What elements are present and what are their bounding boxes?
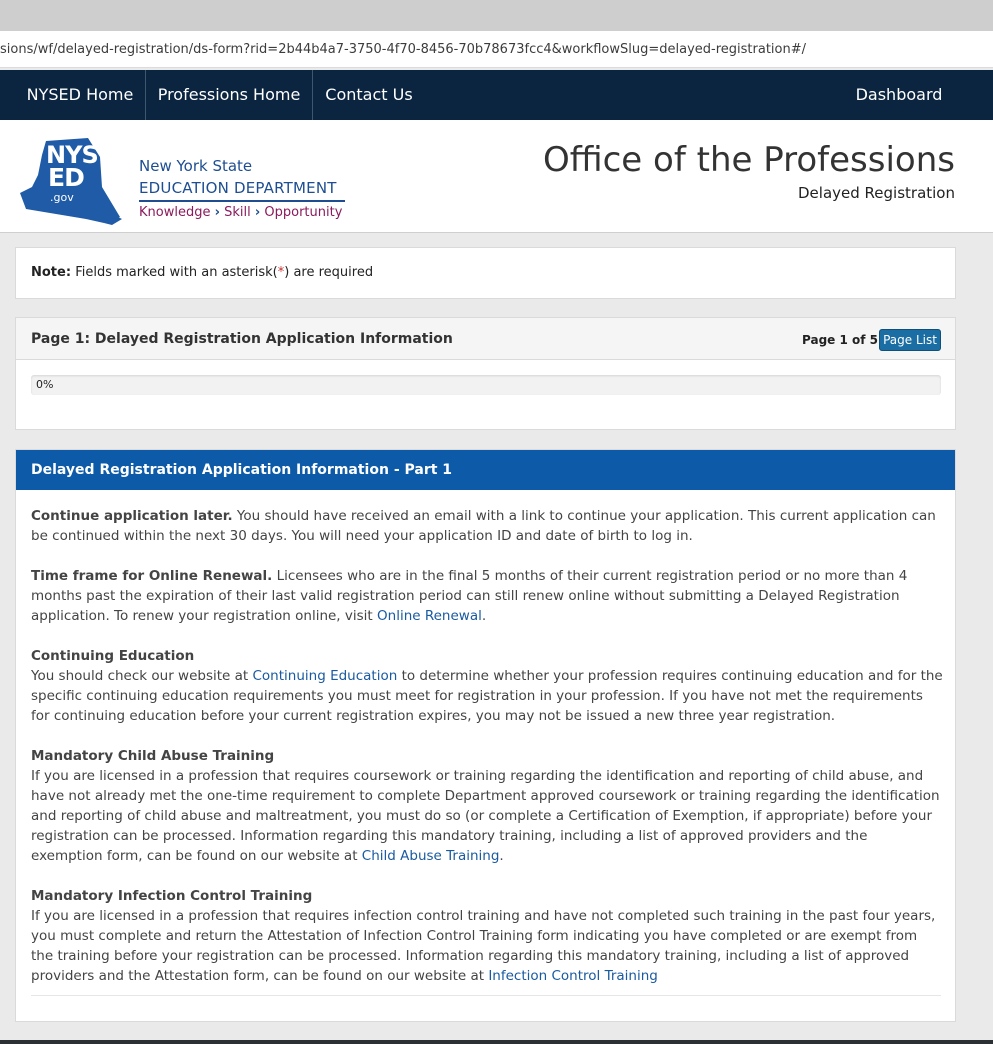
note-text-before: Fields marked with an asterisk( (75, 265, 278, 280)
progress-label: 0% (36, 378, 54, 391)
content-divider (31, 995, 941, 996)
office-title: Office of the Professions (542, 140, 955, 180)
logo-department-text: EDUCATION DEPARTMENT (139, 179, 337, 197)
office-subtitle: Delayed Registration (798, 184, 955, 202)
address-bar[interactable] (0, 31, 993, 68)
continuing-education-heading: Continuing Education (31, 648, 195, 664)
url-text[interactable]: sions/wf/delayed-registration/ds-form?rid=2b44b4a7-3750-4f70-8456-70b78673fcc4&workflowSlug=delayed-registration#/ (0, 42, 806, 57)
continuing-education-paragraph (31, 646, 943, 726)
child-abuse-text: If you are licensed in a profession that requires coursework or training regarding the identification and reporting of child abuse, and have not already met the one-time requirement to complete Department approved coursework or training regarding the identification and reporting of child abuse and maltreatment, you must do so (or complete a Certification of Exemption, if appropriate) before your registration can be processed. Information regarding this mandatory training, including a list of approved providers and the exemption form, can be found on our website at (31, 768, 940, 864)
nav-professions-home[interactable]: Professions Home (157, 85, 301, 104)
nysed-logo[interactable] (18, 137, 343, 225)
child-abuse-heading: Mandatory Child Abuse Training (31, 748, 275, 764)
timeframe-end: . (481, 608, 487, 624)
child-abuse-training-link[interactable]: Child Abuse Training (361, 848, 500, 864)
logo-state-text: New York State (139, 157, 253, 175)
page-info-panel (15, 317, 956, 430)
child-abuse-paragraph (31, 746, 943, 866)
continue-later-heading: Continue application later. (31, 508, 233, 524)
required-fields-note (15, 247, 956, 299)
infection-control-training-link[interactable]: Infection Control Training (488, 968, 658, 984)
logo-tagline (139, 205, 342, 220)
child-abuse-end: . (499, 848, 504, 864)
page-panel-header (16, 318, 955, 360)
tagline-separator: › (254, 205, 261, 220)
note-text (31, 265, 373, 280)
tagline-opportunity: Opportunity (264, 205, 343, 220)
infection-control-paragraph (31, 886, 943, 986)
timeframe-text: Licensees who are in the final 5 months of their current registration period or no more than 4 months past the expiration of their last valid registration period can still renew online without submitting a Delayed Registration application. To renew your registration online, visit (31, 568, 908, 624)
online-renewal-link[interactable]: Online Renewal (377, 608, 482, 624)
top-navbar (0, 70, 993, 120)
page-count: Page 1 of 5 (802, 333, 878, 347)
application-info-panel (15, 449, 956, 1022)
timeframe-paragraph (31, 566, 943, 626)
infection-control-heading: Mandatory Infection Control Training (31, 888, 313, 904)
content-body (31, 506, 943, 1006)
nav-contact-us[interactable]: Contact Us (325, 85, 413, 104)
tagline-knowledge: Knowledge (139, 205, 211, 220)
timeframe-heading: Time frame for Online Renewal. (31, 568, 273, 584)
ce-text-before: You should check our website at (31, 668, 253, 684)
continue-later-text: You should have received an email with a link to continue your application. This current application can be continued within the next 30 days. You will need your application ID and date of birth to log in. (31, 508, 936, 544)
logo-underline (139, 200, 345, 202)
browser-tab-strip (0, 0, 993, 31)
tagline-separator: › (214, 205, 220, 220)
infection-control-text: If you are licensed in a profession that requires infection control training and have not completed such training in the past four years, you must complete and return the Attestation of Infection Control Training form indicating you have completed or are exempt from the training before your registration can be processed. Information regarding this mandatory training, including a list of approved providers and the Attestation form, can be found on our website at (31, 908, 936, 984)
tagline-skill: Skill (224, 205, 251, 220)
note-text-after: ) are required (284, 265, 374, 280)
nav-dashboard[interactable]: Dashboard (855, 85, 943, 104)
content-title: Delayed Registration Application Information - Part 1 (31, 462, 453, 478)
logo-nys-text: NYS (46, 141, 98, 169)
continuing-education-link[interactable]: Continuing Education (252, 668, 398, 684)
ce-text-after: to determine whether your profession requires continuing education and for the specific continuing education requirements you must meet for registration in your profession. If you have not met the requirements for continuing education before your current registration expires, you may not be issued a new three year registration. (31, 668, 943, 724)
page-list-button[interactable]: Page List (879, 329, 941, 351)
logo-ed-text: ED (48, 163, 84, 192)
continue-later-paragraph (31, 506, 943, 546)
note-label: Note: (31, 265, 72, 280)
page-title: Page 1: Delayed Registration Application Information (31, 331, 453, 347)
content-panel-header (16, 450, 955, 490)
required-asterisk: * (277, 265, 285, 280)
footer-strip (0, 1040, 993, 1044)
logo-gov-text: .gov (50, 191, 74, 204)
site-header (0, 120, 993, 233)
nav-nysed-home[interactable]: NYSED Home (26, 85, 134, 104)
progress-bar (31, 375, 941, 395)
